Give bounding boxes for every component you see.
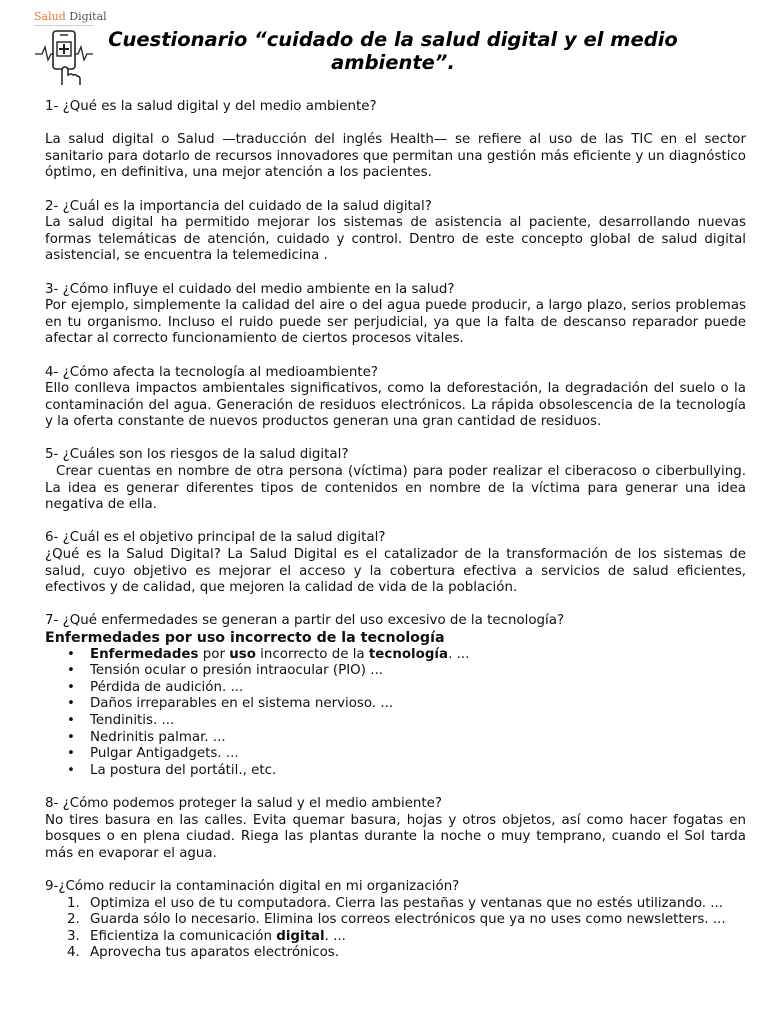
logo (34, 10, 107, 86)
list-item: • La postura del portátil., etc. (90, 763, 746, 780)
answer-2: La salud digital ha permitido mejorar los sistemas de asistencia al paciente, desarrollando nuevas formas telemáticas de atención, cuidado y control. Dentro de este concepto global de salud digital asistencial, se encuentra la telemedicina . (45, 215, 746, 264)
question-2: 2- ¿Cuál es la importancia del cuidado de la salud digital? (45, 198, 432, 214)
list-item: 2. Guarda sólo lo necesario. Elimina los correos electrónicos que ya no uses como newsletters. ... (67, 912, 726, 928)
list-item: 3. Eficientiza la comunicación digital. ... (67, 928, 346, 944)
list-item: • Tensión ocular o presión intraocular (PIO) ... (90, 663, 746, 680)
answer-1: La salud digital o Salud —traducción del inglés Health— se refiere al uso de las TIC en el sector sanitario para dotarlo de recursos innovadores que permitan una gestión más eficiente y un diagnóstico óptimo, en definitiva, una mejor atención a los pacientes. (45, 132, 746, 181)
question-4: 4- ¿Cómo afecta la tecnología al medioambiente? (45, 364, 378, 380)
logo-text: Salud Digital (34, 10, 107, 23)
question-5: 5- ¿Cuáles son los riesgos de la salud digital? (45, 447, 349, 463)
document-body (45, 99, 746, 962)
question-3: 3- ¿Cómo influye el cuidado del medio ambiente en la salud? (45, 281, 455, 297)
answer-4: Ello conlleva impactos ambientales significativos, como la deforestación, la degradación del suelo o la contaminación del agua. Generación de residuos electrónicos. La rápida obsolescencia de la tecnología y la oferta constante de nuevos productos generan una gran cantidad de residuos. (45, 381, 746, 430)
question-8: 8- ¿Cómo podemos proteger la salud y el medio ambiente? (45, 795, 443, 811)
list-item: • Nedrinitis palmar. ... (90, 730, 746, 747)
list-item: • Enfermedades por uso incorrecto de la tecnología. ... (90, 647, 746, 664)
list-item: 1. Optimiza el uso de tu computadora. Cierra las pestañas y ventanas que no estés utilizando. ... (67, 895, 724, 911)
list-item: • Pérdida de audición. ... (90, 680, 746, 697)
answer-8: No tires basura en las calles. Evita quemar basura, hojas y otros objetos, así como hacer fogatas en bosques o en plena ciudad. Riega las plantas durante la noche o muy temprano, cuando el Sol tarda más en evaporar el agua. (45, 812, 746, 861)
question-9: 9-¿Cómo reducir la contaminación digital en mi organización? (45, 878, 460, 894)
list-item: • Daños irreparables en el sistema nervioso. ... (90, 696, 746, 713)
answer-5: Crear cuentas en nombre de otra persona (víctima) para poder realizar el ciberacoso o ciberbullying. La idea es generar diferentes tipos de contenidos en nombre de la víctima para generar una idea negativa de ella. (45, 464, 746, 513)
answer-3: Por ejemplo, simplemente la calidad del aire o del agua puede producir, a largo plazo, serios problemas en tu organismo. Incluso el ruido puede ser perjudicial, ya que la falta de descanso reparador puede afectar al correcto funcionamiento de ciertos procesos vitales. (45, 298, 746, 347)
diseases-heading: Enfermedades por uso incorrecto de la tecnología (45, 630, 445, 646)
page-title: Cuestionario “cuidado de la salud digital y el medio ambiente”. (108, 28, 678, 74)
question-1: 1- ¿Qué es la salud digital y del medio ambiente? (45, 99, 377, 114)
diseases-list (45, 647, 746, 780)
list-item: 4. Aprovecha tus aparatos electrónicos. (67, 945, 340, 961)
phone-heartbeat-hand-icon (34, 25, 94, 87)
question-7: 7- ¿Qué enfermedades se generan a partir del uso excesivo de la tecnología? (45, 613, 565, 629)
question-6: 6- ¿Cuál es el objetivo principal de la salud digital? (45, 530, 386, 546)
list-item: • Pulgar Antigadgets. ... (90, 746, 746, 763)
reduction-list (45, 896, 746, 962)
answer-6: ¿Qué es la Salud Digital? La Salud Digital es el catalizador de la transformación de los sistemas de salud, cuyo objetivo es mejorar el acceso y la cobertura efectiva a servicios de salud eficientes, efectivos y de calidad, que mejoren la calidad de vida de la población. (45, 547, 746, 596)
list-item: • Tendinitis. ... (90, 713, 746, 730)
